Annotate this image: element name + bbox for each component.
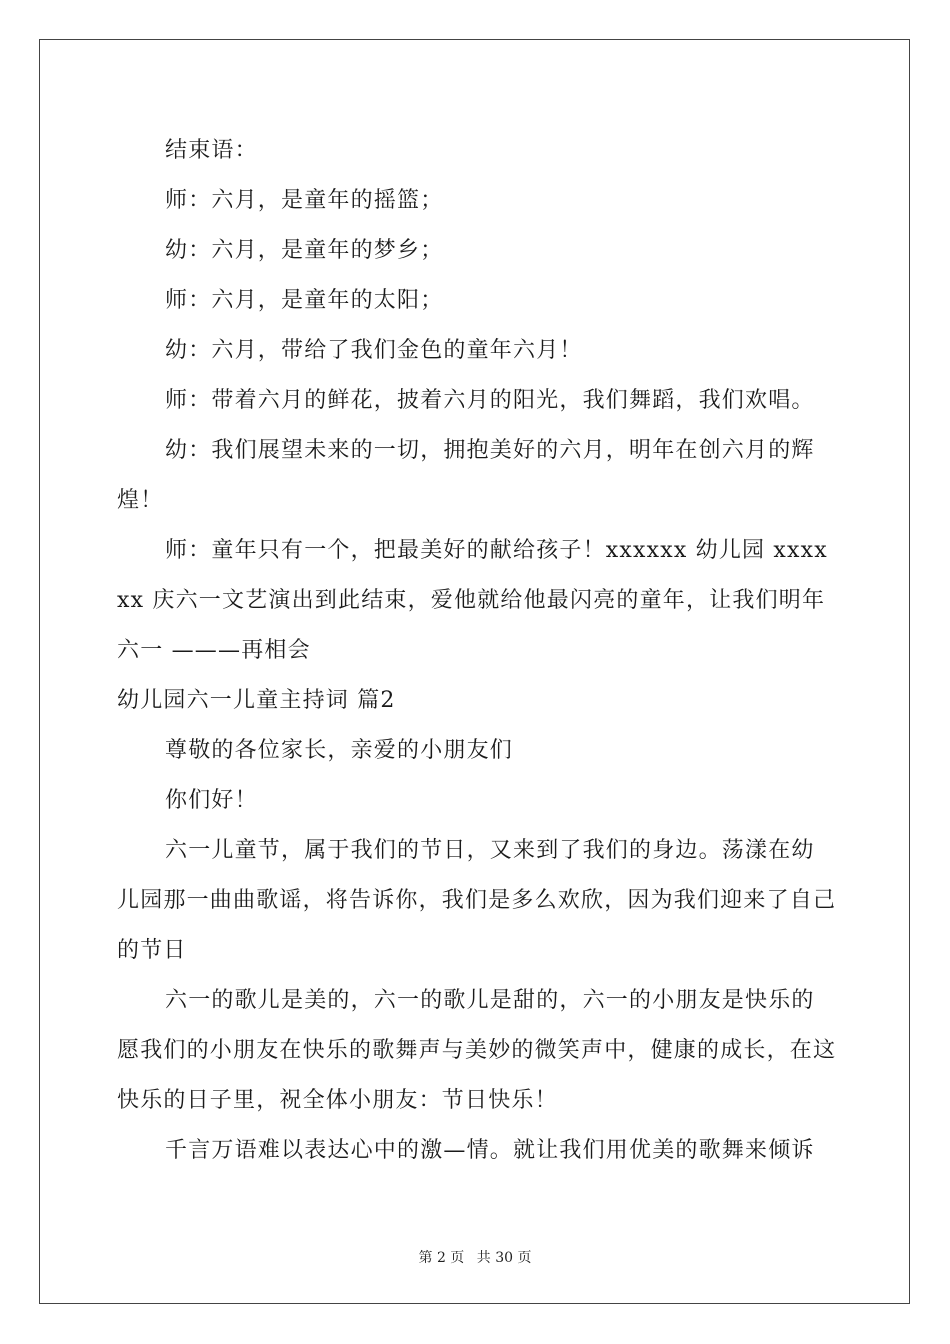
paragraph: 你们好！ — [165, 788, 258, 813]
paragraph: 师：带着六月的鲜花，披着六月的阳光，我们舞蹈，我们欢唱。 — [165, 388, 815, 413]
page-number: 第 2 页 — [418, 1250, 465, 1266]
paragraph: 师：童年只有一个，把最美好的献给孩子！xxxxxx 幼儿园 xxxxxx 庆六一文艺演出到此结束，爱他就给他最闪亮的童年，让我们明年六一 ———再相会 — [117, 538, 828, 663]
section-heading: 幼儿园六一儿童主持词 篇2 — [117, 688, 396, 713]
paragraph: 六一的歌儿是美的，六一的歌儿是甜的，六一的小朋友是快乐的愿我们的小朋友在快乐的歌舞声与美妙的微笑声中，健康的成长，在这快乐的日子里，祝全体小朋友：节日快乐！ — [117, 988, 837, 1113]
page-footer — [0, 1247, 950, 1267]
page-total: 共 30 页 — [476, 1250, 532, 1266]
paragraph: 结束语： — [165, 138, 258, 163]
paragraph: 六一儿童节，属于我们的节日，又来到了我们的身边。荡漾在幼儿园那一曲曲歌谣，将告诉你，我们是多么欢欣，因为我们迎来了自己的节日 — [117, 838, 837, 963]
paragraph: 幼：六月，带给了我们金色的童年六月！ — [165, 338, 583, 363]
paragraph: 千言万语难以表达心中的激—情。就让我们用优美的歌舞来倾诉 — [165, 1138, 815, 1163]
paragraph: 幼：我们展望未来的一切，拥抱美好的六月，明年在创六月的辉煌！ — [117, 438, 815, 513]
paragraph: 师：六月，是童年的摇篮； — [165, 188, 444, 213]
paragraph: 师：六月，是童年的太阳； — [165, 288, 444, 313]
document-body — [117, 126, 837, 1176]
paragraph: 幼：六月，是童年的梦乡； — [165, 238, 444, 263]
paragraph: 尊敬的各位家长，亲爱的小朋友们 — [165, 738, 514, 763]
